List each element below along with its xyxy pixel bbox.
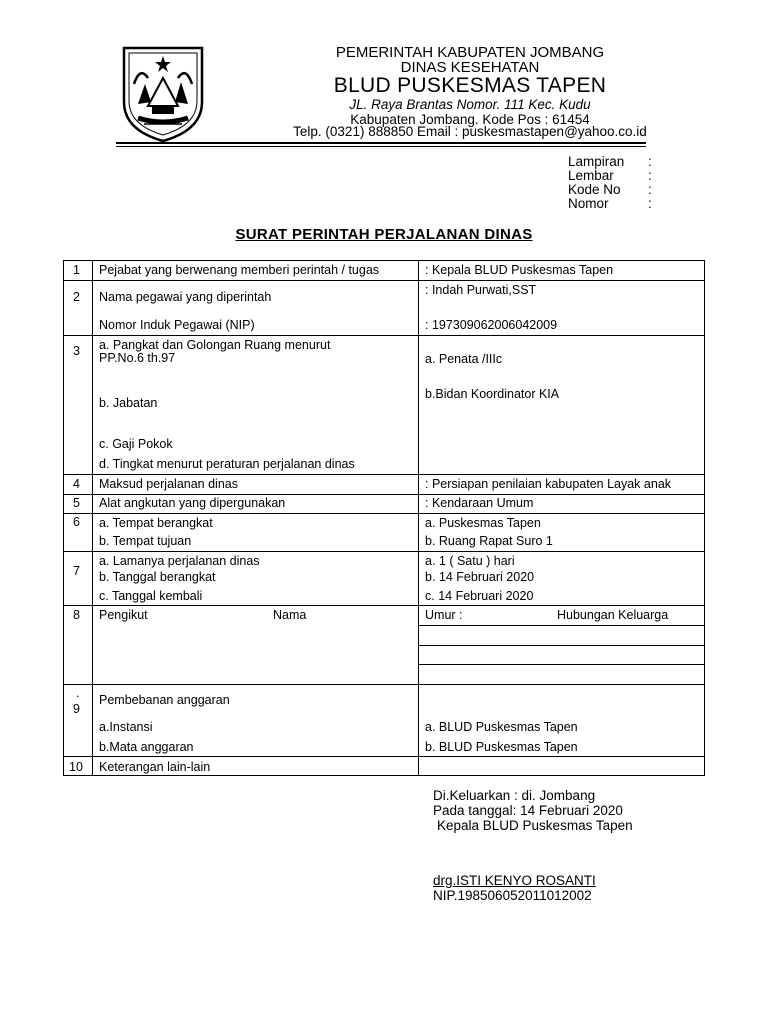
- row-7-value-c: c. 14 Februari 2020: [425, 589, 534, 603]
- row-7-number: 7: [73, 564, 80, 578]
- document-title: SURAT PERINTAH PERJALANAN DINAS: [235, 226, 533, 243]
- row-3-label-a-cont: PP.No.6 th.97: [99, 351, 176, 365]
- row-7-label-a: a. Lamanya perjalanan dinas: [99, 554, 260, 568]
- row-8-number: 8: [73, 608, 80, 622]
- row-3-label-a: a. Pangkat dan Golongan Ruang menurut: [99, 338, 331, 352]
- row-3-label-b: b. Jabatan: [99, 396, 158, 410]
- row-3-value-b: b.Bidan Koordinator KIA: [425, 387, 560, 401]
- row-6-value-a: a. Puskesmas Tapen: [425, 516, 541, 530]
- row-2-value-nip: : 197309062006042009: [425, 318, 558, 332]
- row-7-value-a: a. 1 ( Satu ) hari: [425, 554, 515, 568]
- issued-place: Di.Keluarkan : di. Jombang: [433, 788, 596, 803]
- signer-name: drg.ISTI KENYO ROSANTI: [433, 873, 596, 888]
- meta-kode-no: Kode No :: [568, 182, 652, 197]
- row-9-dot: .: [76, 686, 80, 700]
- address-line-1: JL. Raya Brantas Nomor. 111 Kec. Kudu: [349, 97, 591, 112]
- row-4-label: Maksud perjalanan dinas: [99, 477, 238, 491]
- signer-position: Kepala BLUD Puskesmas Tapen: [437, 818, 633, 833]
- row-8-relation-header: Hubungan Keluarga: [557, 608, 669, 622]
- meta-lembar: Lembar :: [568, 168, 652, 183]
- row-6-value-b: b. Ruang Rapat Suro 1: [425, 534, 553, 548]
- row-10-label: Keterangan lain-lain: [99, 760, 211, 774]
- row-3-number: 3: [73, 344, 80, 358]
- contact-line: Telp. (0321) 888850 Email : puskesmastapen@yahoo.co.id: [293, 124, 647, 139]
- row-8-age-header: Umur :: [425, 608, 463, 622]
- row-3-label-d: d. Tingkat menurut peraturan perjalanan dinas: [99, 457, 355, 471]
- row-9-label-b: b.Mata anggaran: [99, 740, 194, 754]
- row-1-value: : Kepala BLUD Puskesmas Tapen: [425, 263, 614, 277]
- row-3-value-a: a. Penata /IIIc: [425, 352, 503, 366]
- row-10-number: 10: [69, 760, 83, 774]
- row-6-label-a: a. Tempat berangkat: [99, 516, 213, 530]
- row-2-label-nip: Nomor Induk Pegawai (NIP): [99, 318, 255, 332]
- signer-nip: NIP.198506052011012002: [433, 888, 592, 903]
- row-8-label: Pengikut: [99, 608, 148, 622]
- row-9-number: 9: [73, 702, 80, 716]
- row-3-label-c: c. Gaji Pokok: [99, 437, 173, 451]
- meta-lampiran: Lampiran :: [568, 154, 652, 169]
- row-9-value-b: b. BLUD Puskesmas Tapen: [425, 740, 578, 754]
- row-1-label: Pejabat yang berwenang memberi perintah / tugas: [99, 263, 380, 277]
- row-1-number: 1: [73, 263, 80, 277]
- row-2-label: Nama pegawai yang diperintah: [99, 290, 272, 304]
- row-9-label-a: a.Instansi: [99, 720, 153, 734]
- row-7-label-b: b. Tanggal berangkat: [99, 570, 216, 584]
- meta-nomor: Nomor :: [568, 196, 652, 211]
- issued-date: Pada tanggal: 14 Februari 2020: [433, 803, 623, 818]
- address-line-2: Kabupaten Jombang. Kode Pos : 61454: [350, 112, 590, 127]
- institution-name: BLUD PUSKESMAS TAPEN: [333, 74, 607, 97]
- row-9-value-a: a. BLUD Puskesmas Tapen: [425, 720, 578, 734]
- row-5-label: Alat angkutan yang dipergunakan: [99, 496, 286, 510]
- row-8-name-header: Nama: [273, 608, 307, 622]
- row-2-value-name: : Indah Purwati,SST: [425, 283, 537, 297]
- gov-name: PEMERINTAH KABUPATEN JOMBANG: [335, 44, 605, 61]
- row-2-number: 2: [73, 290, 80, 304]
- department-name: DINAS KESEHATAN: [400, 59, 540, 76]
- row-6-label-b: b. Tempat tujuan: [99, 534, 192, 548]
- row-7-label-c: c. Tanggal kembali: [99, 589, 203, 603]
- row-6-number: 6: [73, 515, 80, 529]
- row-4-value: : Persiapan penilaian kabupaten Layak anak: [425, 477, 672, 491]
- row-7-value-b: b. 14 Februari 2020: [425, 570, 535, 584]
- row-5-value: : Kendaraan Umum: [425, 496, 534, 510]
- row-4-number: 4: [73, 477, 80, 491]
- row-9-label: Pembebanan anggaran: [99, 693, 230, 707]
- row-5-number: 5: [73, 496, 80, 510]
